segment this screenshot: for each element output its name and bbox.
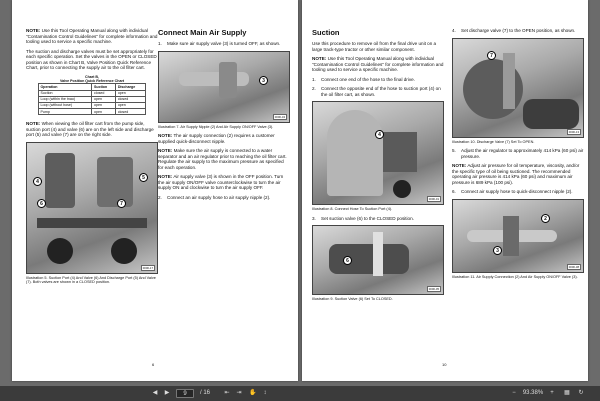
step-5: 5. Adjust the air regulator to approximately 414 kPa (60 psi) air pressure.: [452, 148, 584, 159]
callout-2: 2: [541, 214, 550, 223]
pdf-viewer-toolbar: [0, 386, 600, 401]
note-quick-disconnect: NOTE: The air supply connection (2) requires a customer supplied quick-disconnect nipple.: [158, 133, 275, 144]
step-3: 3. Set suction valve (6) to the CLOSED position.: [312, 215, 414, 221]
right-col-1: [312, 28, 444, 306]
callout-6: 6: [37, 199, 46, 208]
step-4: 4. Set discharge valve (7) to the OPEN position, as shown.: [452, 28, 576, 33]
callout-3: 3: [493, 246, 502, 255]
photo-air-supply-valve: 3 0000-34: [158, 51, 290, 123]
caption-illustration-5: Illustration 5. Suction Port (4) And Valve (6) And Discharge Port (5) And Valve (7). Both valves are shown in a CLOSED position.: [26, 275, 156, 285]
page-number-input[interactable]: 9: [176, 389, 194, 398]
note-pump-side: NOTE: When viewing the oil filter cart from the pump side, suction port (4) and valve (6) are on the left side and discharge port (5) and valve (7) are on the right side.: [26, 121, 154, 138]
caption-illustration-9: Illustration 9. Suction Valve (6) Set To CLOSED.: [312, 297, 393, 302]
heading-connect-main-air-supply: Connect Main Air Supply: [158, 28, 247, 37]
left-page: [12, 0, 298, 381]
table-header-row: Operation Suction Discharge: [39, 84, 146, 90]
prev-page-icon[interactable]: ◀: [152, 390, 158, 396]
note-use-manual: NOTE: Use this Tool Operating Manual along with individual "Contamination Control Guidelines" for complete information and tooling used to service a specific machine.: [312, 56, 444, 72]
table-row: Suction closed open: [39, 90, 146, 96]
right-page: [302, 0, 588, 381]
photo-hose-suction-port: 4 0000-01: [312, 101, 444, 205]
note-air-pressure: NOTE: Adjust air pressure for oil temperature, viscosity, and/or the specific type of oil being suctioned. The recommended operating air pressure is 414 kPa (60 psi) and maximum air pressure is 689 kPa (100 psi).: [452, 163, 580, 185]
heading-suction: Suction: [312, 28, 340, 37]
photo-suction-valve: 6 0000-05: [312, 225, 444, 295]
photo-air-supply-connection: 2 3 0000-38: [452, 199, 584, 273]
callout-7: 7: [487, 51, 496, 60]
callout-7: 7: [117, 199, 126, 208]
step-1: 1. Make sure air supply valve (3) is turned OFF, as shown.: [158, 41, 281, 46]
callout-4: 4: [375, 130, 384, 139]
left-col-1: [26, 28, 158, 289]
callout-5: 5: [139, 173, 148, 182]
callout-3: 3: [259, 76, 268, 85]
valves-paragraph: The suction and discharge valves must be set appropriately for each specific operation. Set the valves in the OPEN or CLOSED position as shown in Chart B, Valve Position Quick Reference Chart, prior to connecting the supply air to the oil filter cart.: [26, 48, 157, 70]
last-page-icon[interactable]: ⇥: [236, 390, 242, 396]
suction-intro: Use this procedure to remove oil from the final drive unit on a large track-type tractor or other similar component.: [312, 41, 437, 52]
note-water-separator: NOTE: Make sure the air supply is connected to a water separator and an air regulator prior to reaching the oil filter cart. Regulate the air supply to the maximum pressure as specified for each operation.: [158, 148, 287, 170]
rotate-icon[interactable]: ↻: [578, 390, 584, 396]
caption-illustration-7: Illustration 7. Air Supply Nipple (2) And Air Supply ON/OFF Valve (3).: [158, 124, 274, 129]
photo-discharge-valve: 7 0000-13: [452, 38, 584, 138]
zoom-in-icon[interactable]: +: [550, 390, 554, 396]
next-page-icon[interactable]: ▶: [164, 390, 170, 396]
note-use-manual: NOTE: Use this Tool Operating Manual along with individual "Contamination Control Guidelines" for complete information and tooling used to service a specific machine.: [26, 28, 158, 44]
left-col-2: [158, 28, 290, 204]
select-tool-icon[interactable]: ↕: [263, 390, 267, 396]
table-row: Loop (within the tnao) open closed: [39, 96, 146, 102]
zoom-level[interactable]: 93.38%: [522, 390, 544, 396]
caption-illustration-11: Illustration 11. Air Supply Connection (2) And Air Supply ON/OFF Valve (3).: [452, 274, 578, 279]
step-1: 1. Connect one end of the hose to the final drive.: [312, 76, 415, 82]
right-col-2: [452, 28, 584, 283]
page-number: 6: [152, 362, 155, 367]
valve-position-chart: [38, 75, 146, 116]
page-total: / 16: [199, 390, 210, 396]
first-page-icon[interactable]: ⇤: [224, 390, 230, 396]
chart-caption: Chart B, Valve Position Quick Reference Chart: [59, 74, 125, 83]
note-valve-off: NOTE: Air supply valve (3) is shown in the OFF position. Turn the air supply ON/OFF valve counterclockwise to turn the air supply ON and clockwise to turn the air supply OFF.: [158, 174, 284, 191]
fit-page-icon[interactable]: ▦: [564, 390, 570, 396]
page-number: 10: [442, 362, 447, 367]
step-6: 6. Connect air supply hose to quick-disconnect nipple (2).: [452, 189, 573, 195]
photo-cart-ports: 4 5 6 7 0000-17: [26, 142, 158, 274]
step-2: 2. Connect the opposite end of the hose to suction port (4) on the oil filter cart, as shown.: [312, 86, 441, 97]
table-row: Loop (without hose) open open: [39, 102, 146, 108]
step-2: 2. Connect an air supply hose to air supply nipple (2).: [158, 194, 271, 200]
hand-tool-icon[interactable]: ✋: [249, 390, 257, 396]
callout-6: 6: [343, 256, 352, 265]
table-row: Pump open closed: [39, 109, 146, 115]
caption-illustration-8: Illustration 8. Connect Hose To Suction Port (4).: [312, 207, 393, 211]
zoom-out-icon[interactable]: −: [512, 390, 516, 396]
callout-4: 4: [33, 177, 42, 186]
caption-illustration-10: Illustration 10. Discharge Valve (7) Set To OPEN.: [452, 139, 535, 144]
